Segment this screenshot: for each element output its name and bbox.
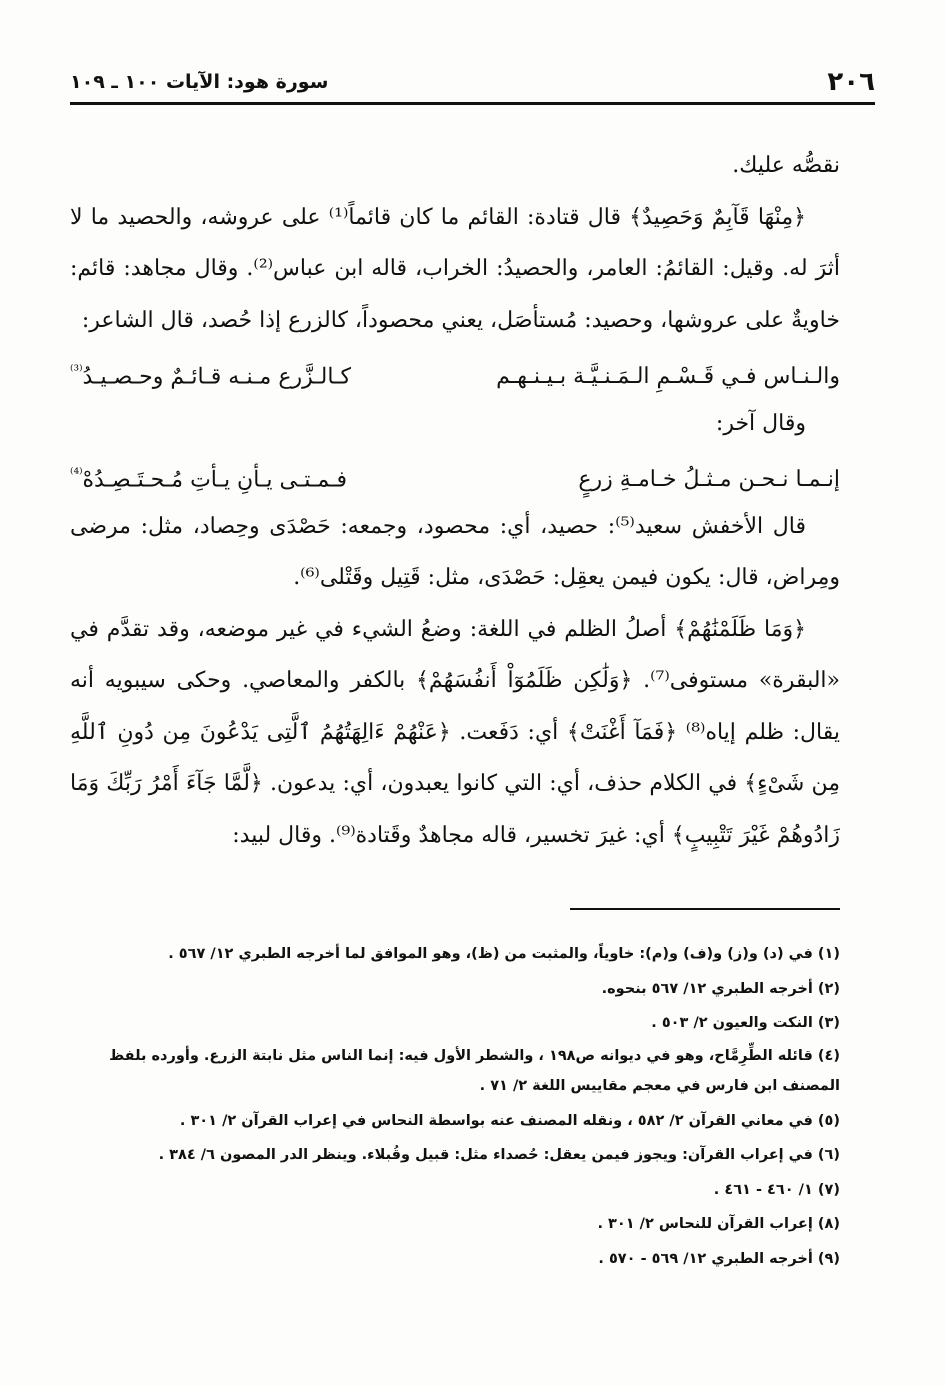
main-text — [70, 140, 840, 861]
footnote: (٧) ١/ ٤٦٠ - ٤٦١ . — [713, 1181, 840, 1198]
paragraph: قال الأخفش سعيد⁽⁵⁾: حصيد، أي: محصود، وجمعه: حَصْدَى وحِصاد، مثل: مرضى ومِراض، قال: يكون فيمن يعقِل: حَصْدَى، مثل: قَتِيل وقَتْلى⁽⁶⁾. — [70, 513, 840, 590]
footnote: (٦) في إعراب القرآن: ويجوز فيمن يعقل: حُصداء مثل: قبيل وقُبلاء. وينظر الدر المصون ٦/ ٣٨٤ . — [158, 1147, 840, 1163]
page-header — [70, 62, 875, 105]
page-number: ٢٠٦ — [827, 67, 875, 97]
footnote: (٨) إعراب القرآن للنحاس ٢/ ٣٠١ . — [597, 1216, 840, 1232]
footnote-ref: ⁽³⁾ — [70, 363, 83, 379]
footnote: (٥) في معاني القرآن ٢/ ٥٨٢ ، ونقله المصنف عنه بواسطة النحاس في إعراب القرآن ٢/ ٣٠١ . — [179, 1112, 840, 1129]
verse-text: فـمـتـى يـأنِ يـأتِ مُـحـتَـصِـدُهْ — [82, 467, 348, 493]
paragraph: ﴿وَمَا ظَلَمْنَٰهُمْ﴾ أصلُ الظلم في اللغة: وضعُ الشيء في غير موضعه، وقد تقدَّم في «البقرة» مستوفى⁽⁷⁾. ﴿وَلَٰكِن ظَلَمُوٓاْ أَنفُسَهُمْ﴾ بالكفر والمعاصي. وحكى سيبويه أنه يقال: ظلم إياه⁽⁸⁾ ﴿فَمَآ أَغْنَتْ﴾ أي: دَفَعت. ﴿عَنْهُمْ ءَالِهَتُهُمُ ٱلَّتِى يَدْعُونَ مِن دُونِ ٱللَّهِ مِن شَىْءٍ﴾ في الكلام حذف، أي: التي كانوا يعبدون، أي: يدعون. ﴿لَّمَّا جَآءَ أَمْرُ رَبِّكَ وَمَا زَادُوهُمْ غَيْرَ تَتْبِيبٍ﴾ أي: غيرَ تخسير، قاله مجاهدٌ وقَتادة⁽⁹⁾. وقال لبيد: — [70, 616, 840, 848]
poetry-verse — [70, 449, 840, 501]
paragraph: ﴿مِنْهَا قَآبِمٌ وَحَصِيدٌ﴾ قال قتادة: القائم ما كان قائماً⁽¹⁾ على عروشه، والحصيد ما لا أثرَ له. وقيل: القائمُ: العامر، والحصيدُ: الخراب، قاله ابن عباس⁽²⁾. وقال مجاهد: قائم: خاويةٌ على عروشها، وحصيد: مُستأصَل، يعني محصوداً، كالزرع إذا حُصد، قال الشاعر: — [70, 204, 840, 333]
running-title: سورة هود: الآيات ١٠٠ ـ ١٠٩ — [70, 71, 329, 93]
footnote: (٣) النكت والعيون ٢/ ٥٠٣ . — [651, 1015, 840, 1031]
verse-second-hemistich — [70, 449, 347, 506]
verse-first-hemistich: والـنـاس فـي قَـسْـمِ الـمَـنـيَّـة بـيـنـهـم — [496, 364, 840, 390]
verse-text: كـالـزَّرع مـنـه قـائـمٌ وحـصـيـدُ — [82, 364, 351, 390]
paragraph: نقصُّه عليك. — [732, 153, 840, 178]
footnote: (١) في (د) و(ز) و(ف) و(م): خاوياً، والمثبت من (ظ)، وهو الموافق لما أخرجه الطبري ١٢/ ٥٦٧ . — [168, 946, 840, 962]
footnote-divider — [570, 908, 840, 910]
footnote: (٢) أخرجه الطبري ١٢/ ٥٦٧ بنحوه. — [601, 980, 840, 997]
paragraph: وقال آخر: — [715, 410, 806, 436]
poetry-verse — [70, 346, 840, 398]
verse-second-hemistich — [70, 346, 351, 403]
footnote-ref: ⁽⁴⁾ — [70, 466, 83, 482]
verse-first-hemistich: إنـمـا نـحـن مـثـلُ خـامـةِ زرعٍ — [578, 467, 840, 493]
footnote: (٤) قائله الطِّرِمَّاح، وهو في ديوانه ص١٩٨ ، والشطر الأول فيه: إنما الناس مثل نابتة الزرع. وأورده بلفظ المصنف ابن فارس في معجم مقاييس اللغة ٢/ ٧١ . — [109, 1047, 840, 1094]
footnotes — [70, 937, 840, 1276]
footnote: (٩) أخرجه الطبري ١٢/ ٥٦٩ - ٥٧٠ . — [598, 1250, 840, 1267]
